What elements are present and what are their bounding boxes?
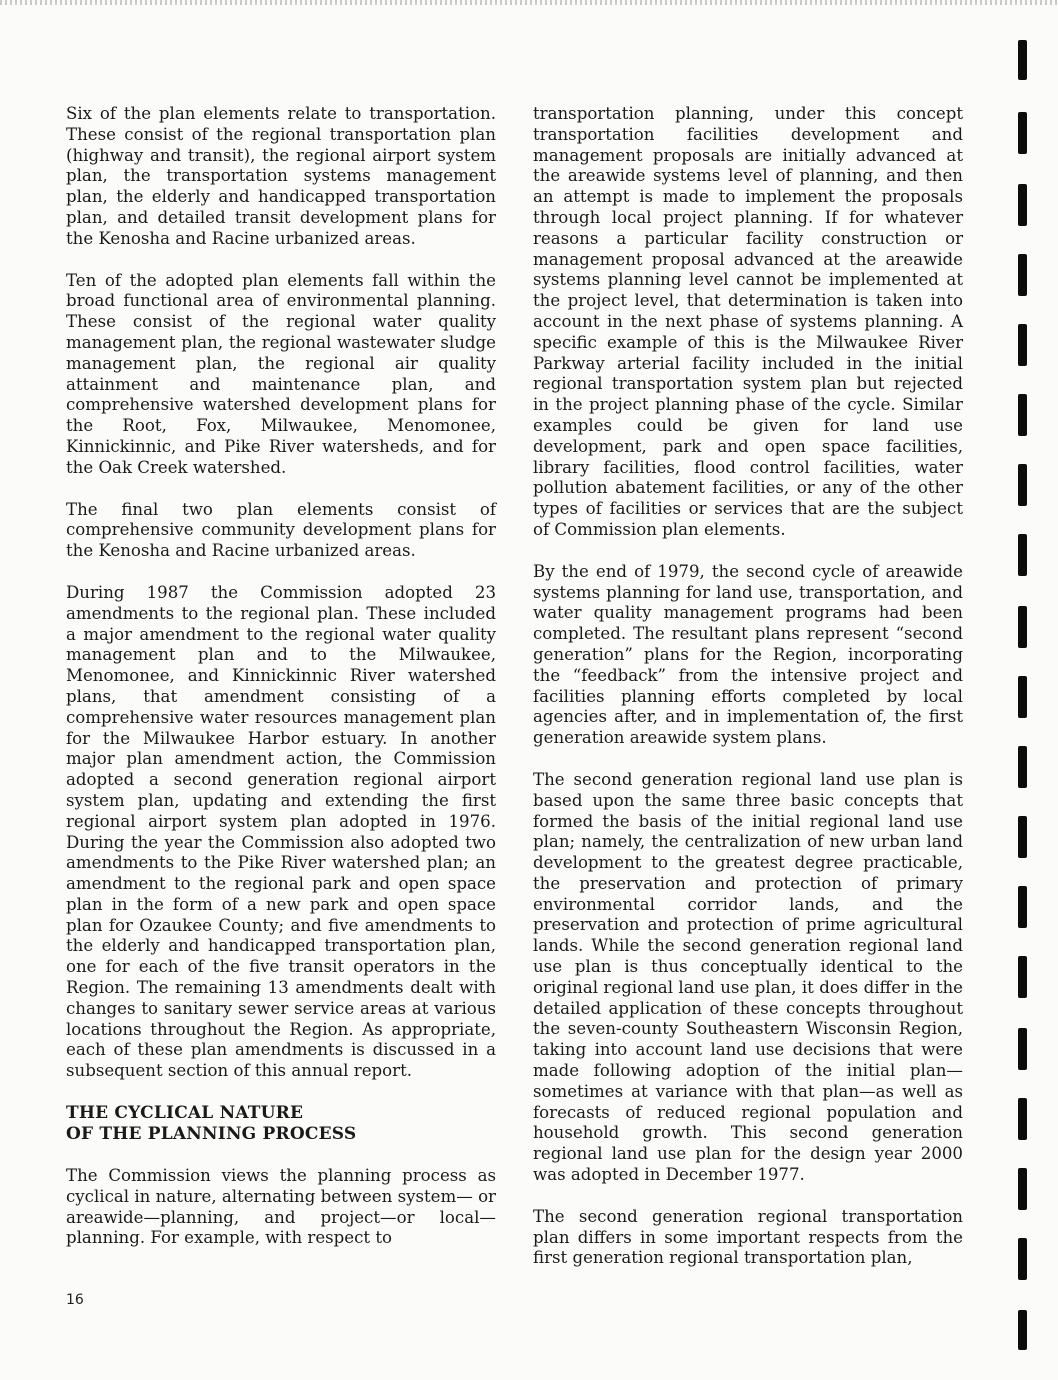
paragraph-environmental-elements: Ten of the adopted plan elements fall within the broad functional area of environmental planning. These consist of the regional water quality management plan, the regional wastewater sludge management plan, the regional air quality attainment and maintenance plan, and comprehensive watershed development plans for the Root, Fox, Milwaukee, Menomonee, Kinnickinnic, and Pike River watersheds, and for the Oak Creek watershed. xyxy=(66,270,496,477)
scan-mark xyxy=(1018,464,1027,506)
scan-mark xyxy=(1018,956,1027,998)
scan-mark xyxy=(1018,1028,1027,1070)
scan-mark xyxy=(1018,112,1027,154)
paragraph-second-generation-transportation: The second generation regional transportation plan differs in some important respects from the first generation regional transportation plan, xyxy=(533,1206,963,1268)
left-column xyxy=(66,104,496,1270)
scan-mark xyxy=(1018,816,1027,858)
scan-mark xyxy=(1018,886,1027,928)
scan-mark xyxy=(1018,1238,1027,1280)
scan-mark xyxy=(1018,1168,1027,1210)
page-number: 16 xyxy=(66,1292,84,1308)
scan-mark xyxy=(1018,324,1027,366)
scan-mark xyxy=(1018,40,1027,80)
scan-mark xyxy=(1018,606,1027,648)
paragraph-cyclical-process: The Commission views the planning process as cyclical in nature, alternating between system— or areawide—planning, and project—or local— planning. For example, with respect to xyxy=(66,1166,496,1248)
scan-mark xyxy=(1018,746,1027,788)
scan-edge-marks xyxy=(1018,0,1032,1380)
paragraph-community-plans: The final two plan elements consist of comprehensive community development plans for the Kenosha and Racine urbanized areas. xyxy=(66,499,496,561)
paragraph-second-generation-land-use: The second generation regional land use plan is based upon the same three basic concepts that formed the basis of the initial regional land use plan; namely, the centralization of new urban land development to the greatest degree practicable, the preservation and protection of primary environmental corridor lands, and the preservation and protection of prime agricultural lands. While the second generation regional land use plan is thus conceptually identical to the original regional land use plan, it does differ in the detailed application of these concepts throughout the seven-county Southeastern Wisconsin Region, taking into account land use decisions that were made following adoption of the initial plan—sometimes at variance with that plan—as well as forecasts of reduced regional population and household growth. This second generation regional land use plan for the design year 2000 was adopted in December 1977. xyxy=(533,769,963,1185)
scan-mark xyxy=(1018,184,1027,226)
section-heading-line-1: THE CYCLICAL NATURE xyxy=(66,1103,304,1124)
scan-mark xyxy=(1018,254,1027,296)
section-heading-line-2: OF THE PLANNING PROCESS xyxy=(66,1124,357,1145)
paragraph-transportation-planning-cycle: transportation planning, under this concept transportation facilities development and management proposals are initially advanced at the areawide systems level of planning, and then an attempt is made to implement the proposals through local project planning. If for whatever reasons a particular facility construction or management proposal advanced at the areawide systems planning level cannot be implemented at the project level, that determination is taken into account in the next phase of systems planning. A specific example of this is the Milwaukee River Parkway arterial facility included in the initial regional transportation system plan but rejected in the project planning phase of the cycle. Similar examples could be given for land use development, park and open space facilities, library facilities, flood control facilities, water pollution abatement facilities, or any of the other types of facilities or services that are the subject of Commission plan elements. xyxy=(533,104,963,539)
scan-mark xyxy=(1018,394,1027,436)
scan-mark xyxy=(1018,1098,1027,1140)
paragraph-1987-amendments: During 1987 the Commission adopted 23 amendments to the regional plan. These included a major amendment to the regional water quality management plan and to the Milwaukee, Menomonee, and Kinnickinnic River watershed plans, that amendment consisting of a comprehensive water resources management plan for the Milwaukee Harbor estuary. In another major plan amendment action, the Commission adopted a second generation regional airport system plan, updating and extending the first regional airport system plan adopted in 1976. During the year the Commission also adopted two amendments to the Pike River watershed plan; an amendment to the regional park and open space plan in the form of a new park and open space plan for Ozaukee County; and five amendments to the elderly and handicapped transportation plan, one for each of the five transit operators in the Region. The remaining 13 amendments dealt with changes to sanitary sewer service areas at various locations throughout the Region. As appropriate, each of these plan amendments is discussed in a subsequent section of this annual report. xyxy=(66,582,496,1081)
scan-mark xyxy=(1018,676,1027,718)
section-heading xyxy=(66,1103,496,1145)
scan-top-edge xyxy=(0,0,1058,5)
right-column xyxy=(533,104,963,1290)
scan-mark xyxy=(1018,534,1027,576)
scan-mark xyxy=(1018,1310,1027,1350)
paragraph-transportation-elements: Six of the plan elements relate to transportation. These consist of the regional transportation plan (highway and transit), the regional airport system plan, the transportation systems management plan, the elderly and handicapped transportation plan, and detailed transit development plans for the Kenosha and Racine urbanized areas. xyxy=(66,104,496,248)
paragraph-second-cycle: By the end of 1979, the second cycle of areawide systems planning for land use, transportation, and water quality management programs had been completed. The resultant plans represent “second generation” plans for the Region, incorporating the “feedback” from the intensive project and facilities planning efforts completed by local agencies after, and in implementation of, the first generation areawide system plans. xyxy=(533,561,963,748)
